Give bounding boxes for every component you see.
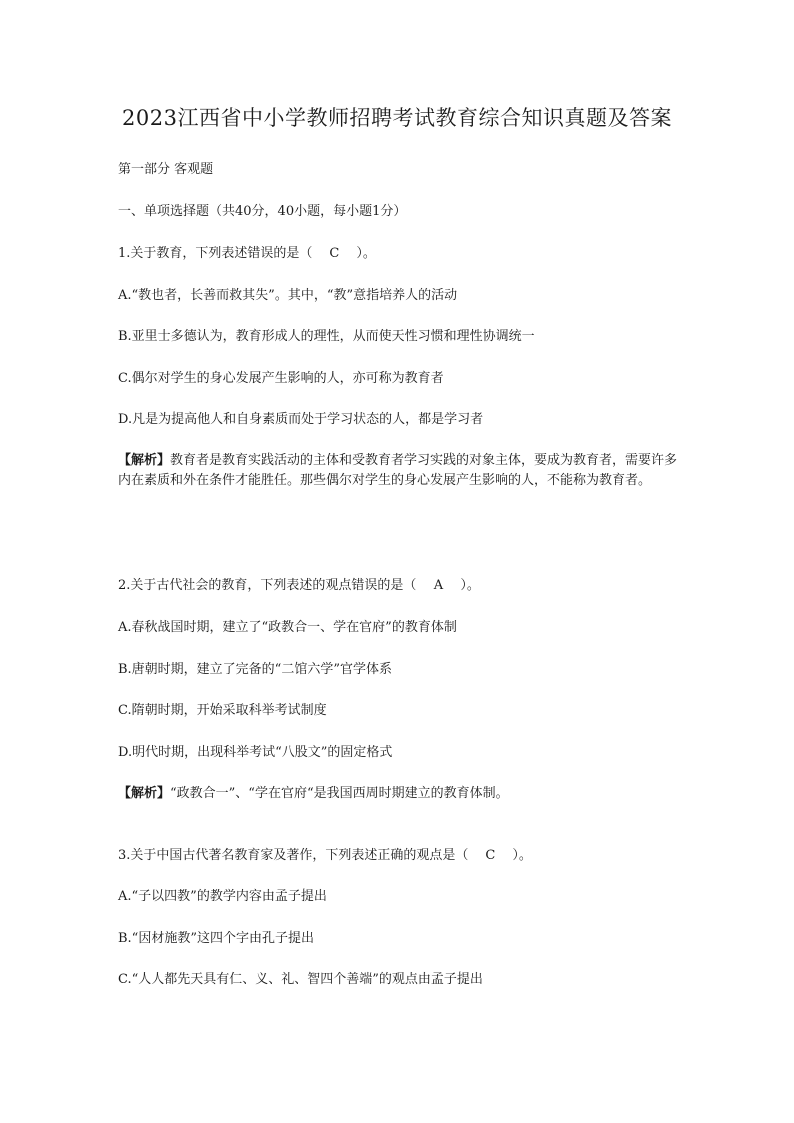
question-stem-text: 2.关于古代社会的教育，下列表述的观点错误的是（ [118, 578, 417, 593]
question-3-stem [118, 846, 678, 866]
question-1-option-c: C.偶尔对学生的身心发展产生影响的人，亦可称为教育者 [118, 371, 444, 386]
question-answer: C [329, 246, 340, 261]
question-1-analysis [118, 451, 678, 491]
question-stem-end: ）。 [460, 578, 480, 593]
question-stem-text: 1.关于教育，下列表述错误的是（ [118, 246, 313, 261]
analysis-tag: 【解析】 [118, 786, 171, 801]
question-2-option-d: D.明代时期，出现科举考试“八股文”的固定格式 [118, 745, 393, 760]
question-3-option-c: C.“人人都先天具有仁、义、礼、智四个善端”的观点由孟子提出 [118, 972, 483, 987]
question-answer: C [485, 848, 496, 863]
analysis-text: 教育者是教育实践活动的主体和受教育者学习实践的对象主体，要成为教育者，需要许多内在素质和外在条件才能胜任。那些偶尔对学生的身心发展产生影响的人，不能称为教育者。 [118, 453, 678, 488]
document-title: 2023江西省中小学教师招聘考试教育综合知识真题及答案 [122, 106, 672, 130]
question-stem-end: ）。 [512, 848, 532, 863]
question-2-option-b: B.唐朝时期，建立了完备的“二馆六学”官学体系 [118, 662, 392, 677]
question-1-option-a: A.“教也者，长善而救其失”。其中，“教”意指培养人的活动 [118, 288, 458, 303]
analysis-text: “政教合一”、“学在官府“是我国西周时期建立的教育体制。 [170, 786, 509, 801]
question-2-analysis [118, 784, 678, 804]
question-3-option-b: B.“因材施教”这四个字由孔子提出 [118, 931, 314, 946]
part-heading: 第一部分 客观题 [118, 162, 214, 177]
question-2-stem [118, 576, 678, 596]
question-3-option-a: A.“子以四教”的教学内容由孟子提出 [118, 889, 327, 904]
section-heading: 一、单项选择题（共40分，40小题，每小题1分） [118, 204, 407, 219]
question-stem-end: ）。 [356, 246, 376, 261]
question-answer: A [433, 578, 444, 593]
question-1-option-b: B.亚里士多德认为，教育形成人的理性，从而使天性习惯和理性协调统一 [118, 329, 535, 344]
question-stem-text: 3.关于中国古代著名教育家及著作，下列表述正确的观点是（ [118, 848, 469, 863]
question-1-stem [118, 244, 678, 264]
question-2-option-a: A.春秋战国时期，建立了“政教合一、学在官府”的教育体制 [118, 620, 457, 635]
analysis-tag: 【解析】 [118, 453, 171, 468]
question-1-option-d: D.凡是为提高他人和自身素质而处于学习状态的人，都是学习者 [118, 412, 484, 427]
question-2-option-c: C.隋朝时期，开始采取科举考试制度 [118, 703, 327, 718]
